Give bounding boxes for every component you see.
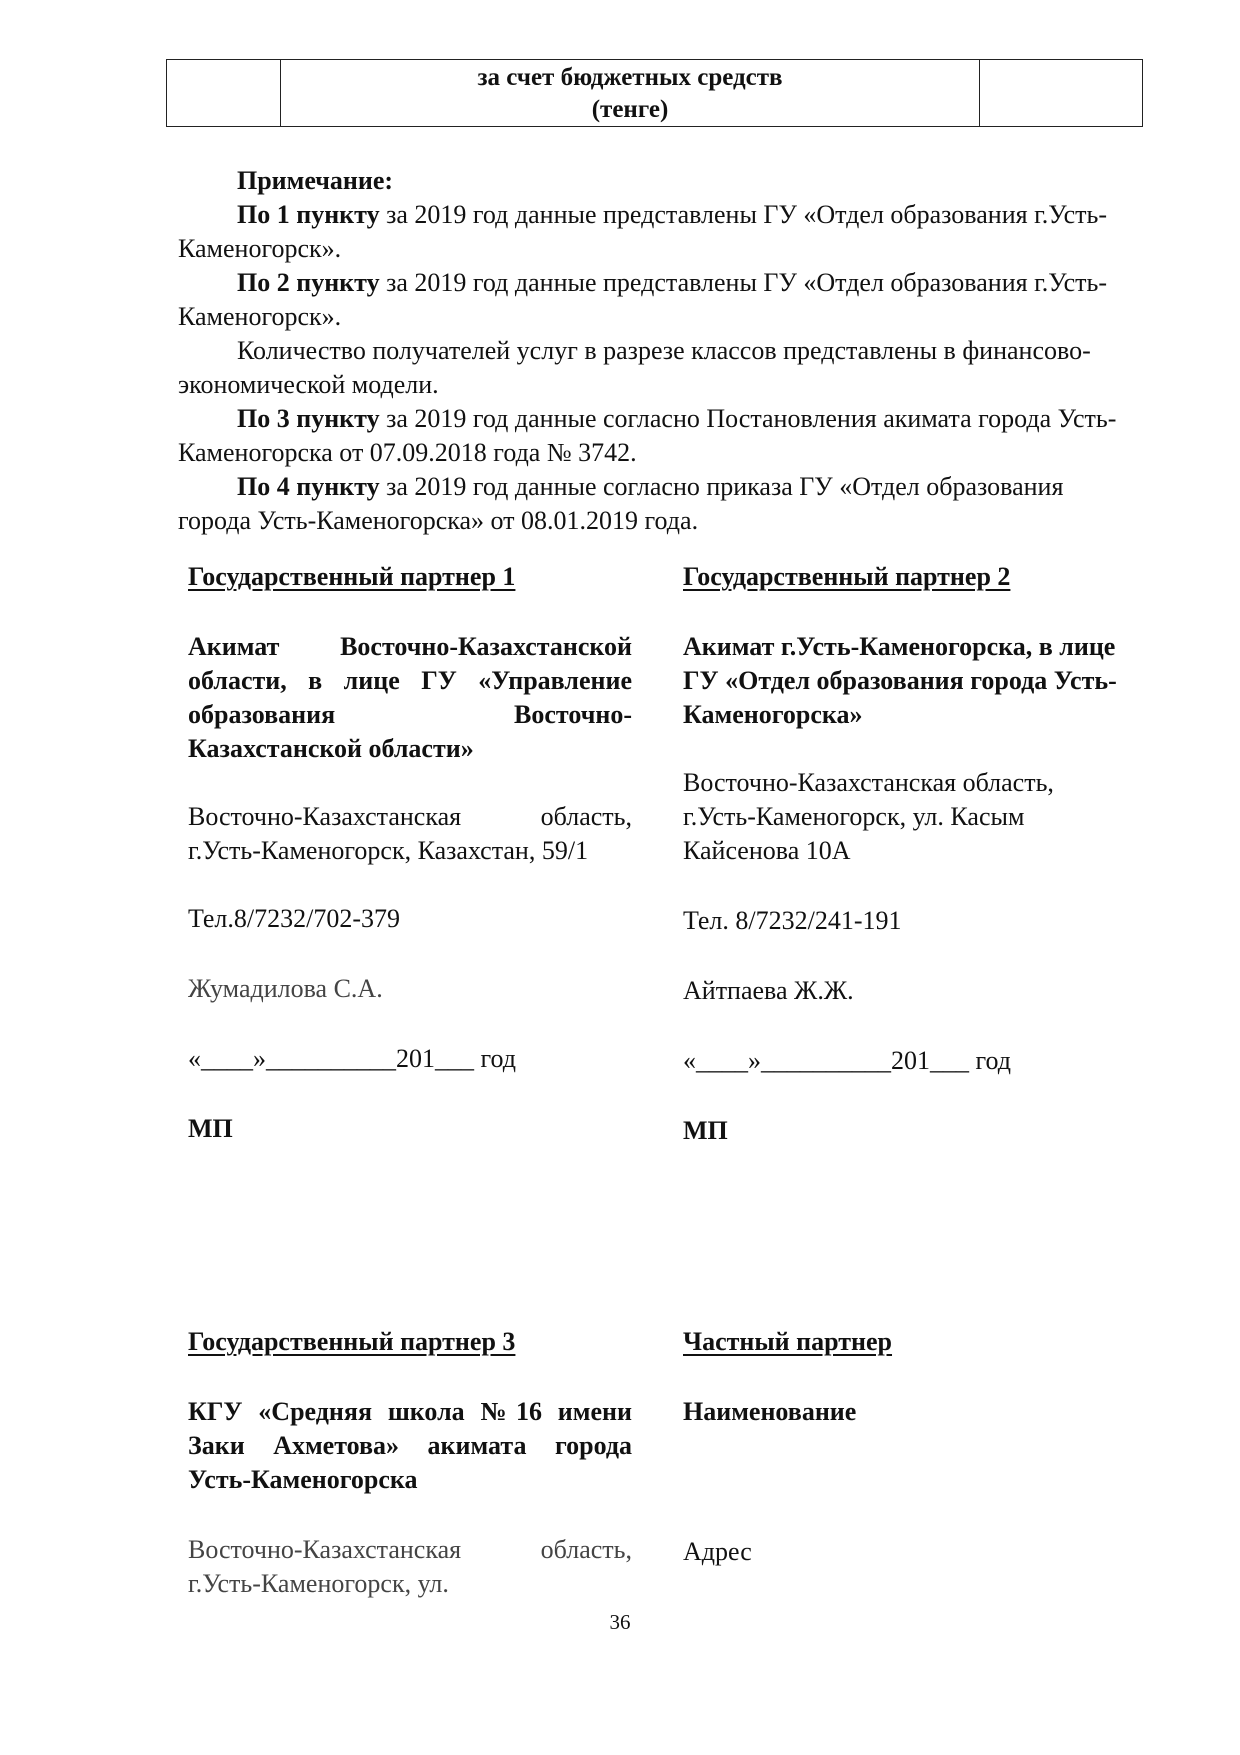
partner-4-block	[683, 1325, 1119, 1569]
table-line-2: (тенге)	[591, 96, 669, 123]
partner-1-heading: Государственный партнер 1	[188, 562, 516, 591]
note-title: Примечание:	[237, 166, 394, 195]
budget-table	[166, 59, 1143, 127]
note-block	[178, 164, 1138, 538]
note-item	[178, 402, 1138, 470]
page-number: 36	[609, 1610, 631, 1634]
partner-1-name: Акимат Восточно-Казахстанской области, в лице ГУ «Управление образования Восточно-Казахстанской области»	[188, 632, 632, 763]
note-item-bold: По 1 пункту	[237, 200, 380, 229]
partner-3-address: Восточно-Казахстанская область, г.Усть-Каменогорск, ул.	[188, 1535, 632, 1598]
private-partner-heading: Частный партнер	[683, 1327, 893, 1356]
note-item-text: Количество получателей услуг в разрезе классов представлены в финансово-экономической модели.	[178, 336, 1091, 399]
note-item-bold: По 4 пункту	[237, 472, 380, 501]
partner-2-address: Восточно-Казахстанская область, г.Усть-Каменогорск, ул. Касым Кайсенова 10А	[683, 768, 1054, 865]
partner-2-date: «____»__________201___ год	[683, 1046, 1011, 1075]
partner-1-stamp: МП	[188, 1114, 233, 1143]
note-item	[178, 470, 1138, 538]
note-item-text: за 2019 год данные представлены ГУ «Отдел образования г.Усть-Каменогорск».	[178, 200, 1107, 263]
note-item-text: за 2019 год данные представлены ГУ «Отдел образования г.Усть-Каменогорск».	[178, 268, 1107, 331]
partner-1-date: «____»__________201___ год	[188, 1044, 516, 1073]
partner-2-name: Акимат г.Усть-Каменогорска, в лице ГУ «Отдел образования города Усть-Каменогорска»	[683, 632, 1117, 729]
partner-1-block	[188, 560, 632, 1146]
private-partner-address: Адрес	[683, 1537, 752, 1566]
table-cell-right	[980, 60, 1142, 126]
note-item-bold: По 3 пункту	[237, 404, 380, 433]
partner-3-name: КГУ «Средняя школа №16 имени Заки Ахметова» акимата города Усть-Каменогорска	[188, 1397, 632, 1494]
partner-2-heading: Государственный партнер 2	[683, 562, 1011, 591]
table-cell-center	[281, 60, 980, 126]
note-item	[178, 266, 1138, 334]
note-item-text: за 2019 год данные согласно приказа ГУ «Отдел образования города Усть-Каменогорска» от 08.01.2019 года.	[178, 472, 1064, 535]
private-partner-name: Наименование	[683, 1397, 857, 1426]
partner-2-person: Айтпаева Ж.Ж.	[683, 976, 854, 1005]
partner-2-phone: Тел. 8/7232/241-191	[683, 906, 902, 935]
note-item-text: за 2019 год данные согласно Постановления акимата города Усть-Каменогорска от 07.09.2018 года № 3742.	[178, 404, 1117, 467]
partner-3-block	[188, 1325, 632, 1601]
partner-1-address: Восточно-Казахстанская область, г.Усть-Каменогорск, Казахстан, 59/1	[188, 802, 632, 865]
partner-3-heading: Государственный партнер 3	[188, 1327, 516, 1356]
table-line-1: за счет бюджетных средств	[477, 64, 783, 91]
partner-2-stamp: МП	[683, 1116, 728, 1145]
note-item	[178, 198, 1138, 266]
note-item	[178, 334, 1138, 402]
partner-2-block	[683, 560, 1119, 1148]
partner-1-person: Жумадилова С.А.	[188, 974, 383, 1003]
partner-1-phone: Тел.8/7232/702-379	[188, 904, 401, 933]
note-item-bold: По 2 пункту	[237, 268, 380, 297]
table-cell-left	[167, 60, 281, 126]
